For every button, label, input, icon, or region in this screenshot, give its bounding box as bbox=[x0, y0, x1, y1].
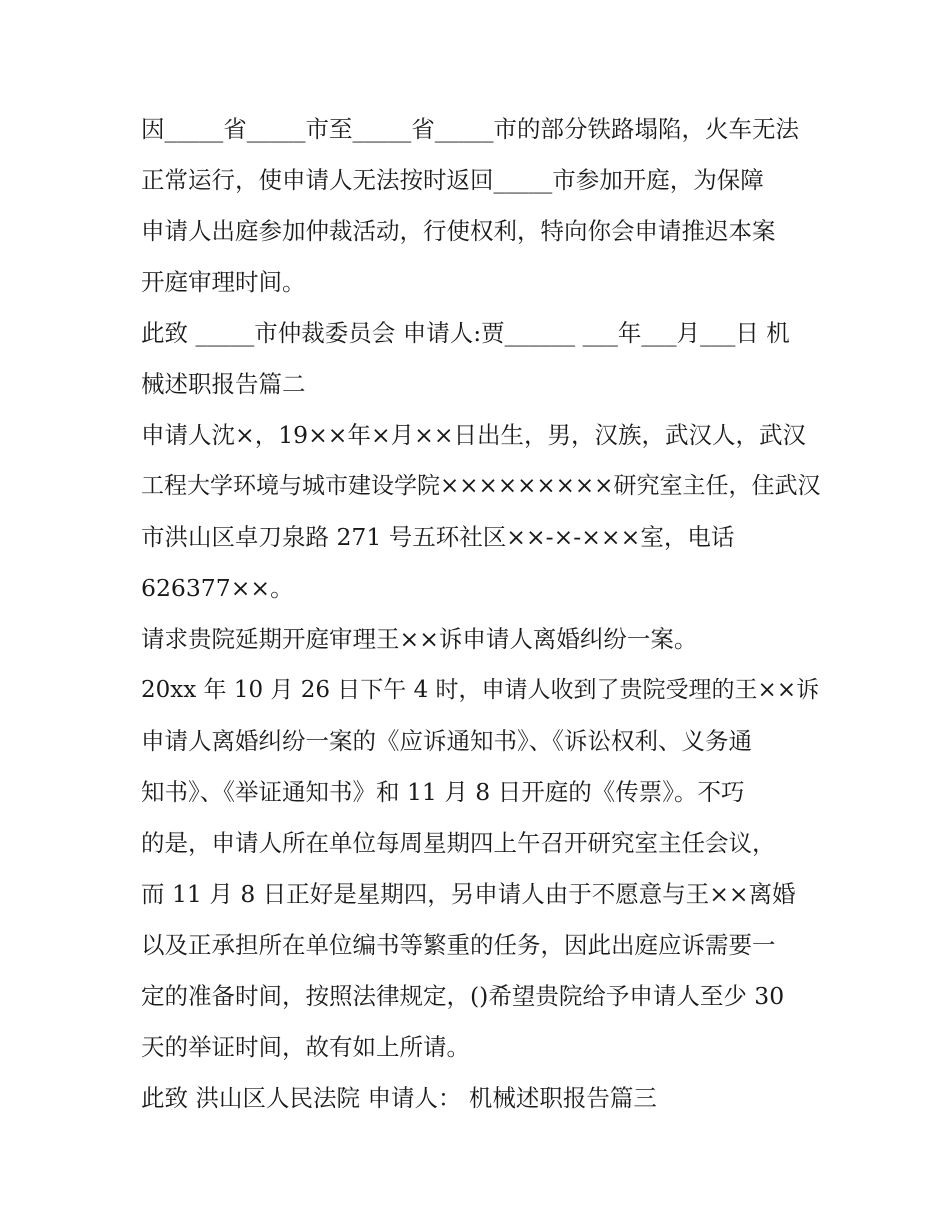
text-line: 而 11 月 8 日正好是星期四，另申请人由于不愿意与王××离婚 bbox=[141, 880, 796, 908]
text-line: 市洪山区卓刀泉路 271 号五环社区××-×-×××室，电话 bbox=[141, 523, 735, 551]
text-line: 此致 _____市仲裁委员会 申请人:贾______ ___年___月___日 机 bbox=[141, 319, 790, 347]
text-line: 的是，申请人所在单位每周星期四上午召开研究室主任会议， bbox=[141, 829, 776, 857]
text-line: 定的准备时间，按照法律规定，()希望贵院给予申请人至少 30 bbox=[141, 982, 785, 1010]
text-line: 申请人离婚纠纷一案的《应诉通知书》、《诉讼权利、义务通 bbox=[141, 727, 752, 755]
text-line: 申请人出庭参加仲裁活动，行使权利，特向你会申请推迟本案 bbox=[141, 217, 776, 245]
text-line: 天的举证时间，故有如上所请。 bbox=[141, 1033, 470, 1061]
text-line: 开庭审理时间。 bbox=[141, 268, 306, 296]
text-line: 此致 洪山区人民法院 申请人： 机械述职报告篇三 bbox=[141, 1084, 657, 1112]
text-line: 知书》、《举证通知书》和 11 月 8 日开庭的《传票》。不巧 bbox=[141, 778, 745, 806]
text-line: 因_____省_____市至_____省_____市的部分铁路塌陷，火车无法 bbox=[141, 115, 799, 143]
text-line: 20xx 年 10 月 26 日下午 4 时，申请人收到了贵院受理的王××诉 bbox=[141, 677, 820, 703]
section-heading: 械述职报告篇二 bbox=[141, 370, 306, 398]
text-line: 申请人沈×，19××年×月××日出生，男，汉族，武汉人，武汉 bbox=[141, 421, 807, 449]
text-line: 626377××。 bbox=[141, 574, 294, 602]
document-body bbox=[141, 104, 821, 1124]
text-line: 工程大学环境与城市建设学院×××××××××研究室主任，住武汉 bbox=[141, 473, 821, 499]
text-line: 请求贵院延期开庭审理王××诉申请人离婚纠纷一案。 bbox=[141, 625, 698, 653]
text-line: 以及正承担所在单位编书等繁重的任务，因此出庭应诉需要一 bbox=[141, 931, 776, 959]
text-line: 正常运行，使申请人无法按时返回_____市参加开庭，为保障 bbox=[141, 166, 764, 194]
